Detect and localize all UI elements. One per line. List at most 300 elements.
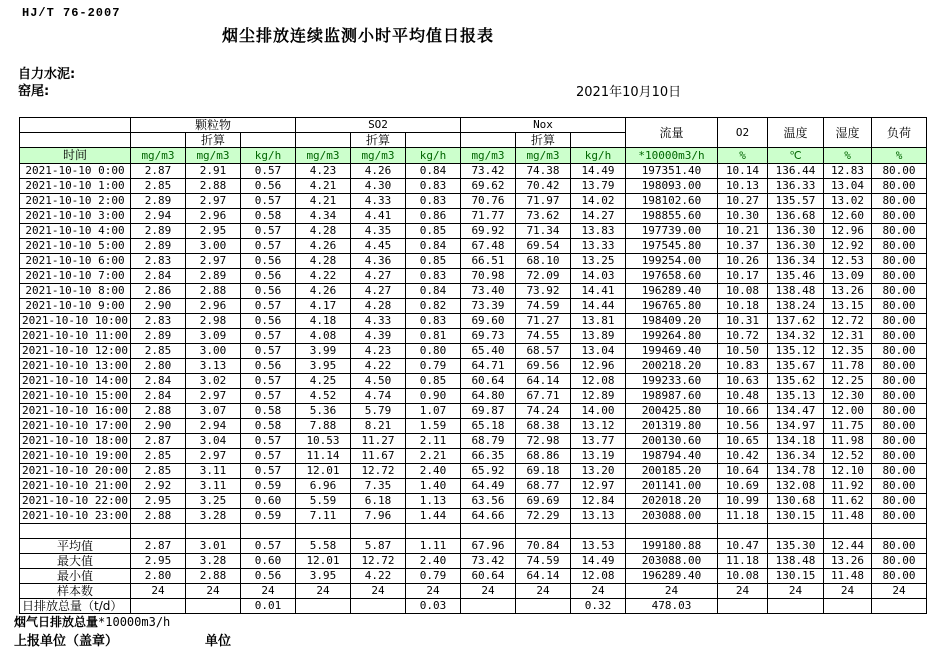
report-table <box>19 117 927 614</box>
value-cell: 10.83 <box>718 359 768 374</box>
value-cell: 11.98 <box>824 434 872 449</box>
value-cell: 200130.60 <box>626 434 718 449</box>
value-cell: 0.80 <box>406 344 461 359</box>
value-cell: 69.69 <box>516 494 571 509</box>
value-cell: 12.92 <box>824 239 872 254</box>
value-cell: 0.57 <box>241 464 296 479</box>
summary-label-cell: 最大值 <box>20 554 131 569</box>
value-cell: 2.95 <box>186 224 241 239</box>
value-cell: 130.15 <box>768 569 824 584</box>
unit-label: 单位 <box>205 634 232 649</box>
value-cell <box>718 599 768 614</box>
value-cell: 13.26 <box>824 284 872 299</box>
value-cell: 136.30 <box>768 224 824 239</box>
value-cell: 2.84 <box>131 374 186 389</box>
value-cell: 3.13 <box>186 359 241 374</box>
value-cell: 13.12 <box>571 419 626 434</box>
value-cell: 73.92 <box>516 284 571 299</box>
value-cell: 73.42 <box>461 164 516 179</box>
value-cell: 2.94 <box>131 209 186 224</box>
value-cell: 64.49 <box>461 479 516 494</box>
value-cell: 11.62 <box>824 494 872 509</box>
value-cell: 0.83 <box>406 314 461 329</box>
value-cell: 6.18 <box>351 494 406 509</box>
value-cell: 0.03 <box>406 599 461 614</box>
value-cell: 10.56 <box>718 419 768 434</box>
value-cell: 198093.00 <box>626 179 718 194</box>
value-cell: 203088.00 <box>626 509 718 524</box>
value-cell: 11.92 <box>824 479 872 494</box>
value-cell: 80.00 <box>872 389 927 404</box>
value-cell: 69.60 <box>461 314 516 329</box>
value-cell: 12.84 <box>571 494 626 509</box>
hourly-data-row <box>20 194 927 209</box>
value-cell: 0.01 <box>241 599 296 614</box>
value-cell: 10.27 <box>718 194 768 209</box>
value-cell: 4.21 <box>296 179 351 194</box>
value-cell: 11.48 <box>824 569 872 584</box>
value-cell: 68.79 <box>461 434 516 449</box>
page-title: 烟尘排放连续监测小时平均值日报表 <box>222 26 495 45</box>
nox-converted-header: 折算 <box>516 133 571 148</box>
hourly-data-row <box>20 209 927 224</box>
time-cell: 2021-10-10 21:00 <box>20 479 131 494</box>
value-cell: 0.56 <box>241 179 296 194</box>
report-date: 2021年10月10日 <box>576 85 682 100</box>
value-cell: 4.25 <box>296 374 351 389</box>
value-cell: 135.57 <box>768 194 824 209</box>
time-cell: 2021-10-10 16:00 <box>20 404 131 419</box>
value-cell: 2.83 <box>131 254 186 269</box>
value-cell: 10.50 <box>718 344 768 359</box>
value-cell: 10.08 <box>718 284 768 299</box>
value-cell: 134.47 <box>768 404 824 419</box>
value-cell: 0.56 <box>241 359 296 374</box>
value-cell: 4.34 <box>296 209 351 224</box>
value-cell: 73.62 <box>516 209 571 224</box>
value-cell: 74.59 <box>516 554 571 569</box>
value-cell: 0.81 <box>406 329 461 344</box>
time-cell: 2021-10-10 22:00 <box>20 494 131 509</box>
value-cell: 0.56 <box>241 269 296 284</box>
value-cell <box>186 599 241 614</box>
value-cell: 2.88 <box>186 284 241 299</box>
value-cell: 4.35 <box>351 224 406 239</box>
value-cell: 197545.80 <box>626 239 718 254</box>
value-cell: 11.14 <box>296 449 351 464</box>
flue-gas-total-note: 烟气日排放总量*10000m3/h <box>14 615 171 629</box>
value-cell: 2.89 <box>131 224 186 239</box>
value-cell: 0.56 <box>241 254 296 269</box>
value-cell <box>351 599 406 614</box>
so2-converted-header: 折算 <box>351 133 406 148</box>
value-cell: 2.84 <box>131 269 186 284</box>
value-cell: 2.89 <box>131 329 186 344</box>
value-cell: 10.26 <box>718 254 768 269</box>
hourly-data-row <box>20 434 927 449</box>
value-cell: 69.87 <box>461 404 516 419</box>
value-cell <box>186 524 241 539</box>
value-cell: 3.11 <box>186 479 241 494</box>
value-cell: 134.78 <box>768 464 824 479</box>
value-cell: 12.60 <box>824 209 872 224</box>
hourly-data-row <box>20 419 927 434</box>
reporting-org-label: 上报单位（盖章） <box>14 634 119 649</box>
value-cell: 10.66 <box>718 404 768 419</box>
value-cell: 130.15 <box>768 509 824 524</box>
value-cell: 196289.40 <box>626 284 718 299</box>
value-cell: 1.44 <box>406 509 461 524</box>
value-cell: 0.85 <box>406 224 461 239</box>
value-cell: 24 <box>516 584 571 599</box>
value-cell: 24 <box>768 584 824 599</box>
unit-cell: % <box>824 148 872 164</box>
value-cell: 80.00 <box>872 554 927 569</box>
hourly-data-row <box>20 224 927 239</box>
value-cell <box>516 599 571 614</box>
value-cell: 2.91 <box>186 164 241 179</box>
value-cell: 14.27 <box>571 209 626 224</box>
value-cell: 0.82 <box>406 299 461 314</box>
unit-cell: % <box>872 148 927 164</box>
value-cell: 3.95 <box>296 359 351 374</box>
value-cell: 10.65 <box>718 434 768 449</box>
hourly-data-row <box>20 314 927 329</box>
value-cell: 10.42 <box>718 449 768 464</box>
blank-header-cell <box>571 133 626 148</box>
value-cell: 73.40 <box>461 284 516 299</box>
load-header: 负荷 <box>872 118 927 148</box>
value-cell: 4.27 <box>351 269 406 284</box>
time-cell: 2021-10-10 14:00 <box>20 374 131 389</box>
value-cell: 10.21 <box>718 224 768 239</box>
value-cell: 4.39 <box>351 329 406 344</box>
value-cell: 69.18 <box>516 464 571 479</box>
value-cell: 197351.40 <box>626 164 718 179</box>
o2-header: O2 <box>718 118 768 148</box>
hourly-data-row <box>20 269 927 284</box>
value-cell: 3.28 <box>186 554 241 569</box>
value-cell: 130.68 <box>768 494 824 509</box>
value-cell: 198794.40 <box>626 449 718 464</box>
value-cell: 67.48 <box>461 239 516 254</box>
value-cell: 2.96 <box>186 209 241 224</box>
unit-cell: kg/h <box>406 148 461 164</box>
value-cell: 80.00 <box>872 479 927 494</box>
unit-cell: mg/m3 <box>131 148 186 164</box>
value-cell: 10.14 <box>718 164 768 179</box>
value-cell: 11.27 <box>351 434 406 449</box>
value-cell: 7.88 <box>296 419 351 434</box>
value-cell: 80.00 <box>872 179 927 194</box>
value-cell: 4.23 <box>296 164 351 179</box>
value-cell: 2.97 <box>186 254 241 269</box>
time-cell: 2021-10-10 5:00 <box>20 239 131 254</box>
blank-header-cell <box>20 118 131 133</box>
hourly-data-row <box>20 284 927 299</box>
value-cell: 12.25 <box>824 374 872 389</box>
sample-count-row <box>20 584 927 599</box>
time-cell: 2021-10-10 13:00 <box>20 359 131 374</box>
value-cell: 0.57 <box>241 434 296 449</box>
value-cell: 0.85 <box>406 374 461 389</box>
value-cell: 12.83 <box>824 164 872 179</box>
value-cell: 10.48 <box>718 389 768 404</box>
value-cell <box>824 599 872 614</box>
value-cell <box>131 524 186 539</box>
value-cell: 135.46 <box>768 269 824 284</box>
value-cell: 74.24 <box>516 404 571 419</box>
value-cell: 64.66 <box>461 509 516 524</box>
value-cell: 64.14 <box>516 374 571 389</box>
value-cell: 24 <box>186 584 241 599</box>
time-cell: 2021-10-10 15:00 <box>20 389 131 404</box>
unit-cell: kg/h <box>241 148 296 164</box>
value-cell <box>872 524 927 539</box>
value-cell: 10.99 <box>718 494 768 509</box>
value-cell: 72.98 <box>516 434 571 449</box>
value-cell: 0.57 <box>241 329 296 344</box>
value-cell: 134.97 <box>768 419 824 434</box>
value-cell: 136.44 <box>768 164 824 179</box>
value-cell: 71.77 <box>461 209 516 224</box>
value-cell: 3.07 <box>186 404 241 419</box>
value-cell: 136.30 <box>768 239 824 254</box>
value-cell: 135.13 <box>768 389 824 404</box>
value-cell: 70.84 <box>516 539 571 554</box>
value-cell: 138.48 <box>768 284 824 299</box>
time-cell: 2021-10-10 18:00 <box>20 434 131 449</box>
value-cell: 0.84 <box>406 164 461 179</box>
value-cell: 2.88 <box>131 509 186 524</box>
value-cell: 2.83 <box>131 314 186 329</box>
value-cell: 197739.00 <box>626 224 718 239</box>
value-cell: 74.55 <box>516 329 571 344</box>
value-cell: 10.30 <box>718 209 768 224</box>
value-cell: 4.22 <box>296 269 351 284</box>
value-cell: 12.08 <box>571 374 626 389</box>
unit-cell: mg/m3 <box>351 148 406 164</box>
value-cell: 80.00 <box>872 254 927 269</box>
value-cell: 80.00 <box>872 434 927 449</box>
value-cell: 12.10 <box>824 464 872 479</box>
value-cell: 0.56 <box>241 284 296 299</box>
humidity-header: 湿度 <box>824 118 872 148</box>
value-cell: 8.21 <box>351 419 406 434</box>
value-cell: 136.34 <box>768 254 824 269</box>
value-cell: 80.00 <box>872 359 927 374</box>
value-cell: 2.89 <box>131 194 186 209</box>
company-name: 自力水泥: <box>18 67 76 82</box>
value-cell: 136.34 <box>768 449 824 464</box>
value-cell: 80.00 <box>872 299 927 314</box>
value-cell <box>296 599 351 614</box>
value-cell: 80.00 <box>872 539 927 554</box>
value-cell: 14.03 <box>571 269 626 284</box>
value-cell: 0.83 <box>406 179 461 194</box>
value-cell: 4.28 <box>296 224 351 239</box>
value-cell: 80.00 <box>872 344 927 359</box>
min-row <box>20 569 927 584</box>
time-cell: 2021-10-10 2:00 <box>20 194 131 209</box>
value-cell: 4.17 <box>296 299 351 314</box>
value-cell: 7.35 <box>351 479 406 494</box>
value-cell: 68.10 <box>516 254 571 269</box>
value-cell: 0.59 <box>241 479 296 494</box>
value-cell: 80.00 <box>872 329 927 344</box>
value-cell: 2.85 <box>131 464 186 479</box>
value-cell: 6.96 <box>296 479 351 494</box>
value-cell: 60.64 <box>461 569 516 584</box>
value-cell: 72.09 <box>516 269 571 284</box>
value-cell: 199233.60 <box>626 374 718 389</box>
value-cell: 14.41 <box>571 284 626 299</box>
value-cell: 0.79 <box>406 569 461 584</box>
value-cell: 71.27 <box>516 314 571 329</box>
value-cell <box>768 599 824 614</box>
value-cell: 13.20 <box>571 464 626 479</box>
value-cell: 4.22 <box>351 359 406 374</box>
value-cell: 4.45 <box>351 239 406 254</box>
value-cell: 0.57 <box>241 449 296 464</box>
standard-code: HJ/T 76-2007 <box>22 6 121 20</box>
value-cell: 2.80 <box>131 359 186 374</box>
value-cell: 2.89 <box>186 269 241 284</box>
value-cell: 10.18 <box>718 299 768 314</box>
time-cell: 2021-10-10 10:00 <box>20 314 131 329</box>
value-cell: 5.87 <box>351 539 406 554</box>
value-cell: 12.08 <box>571 569 626 584</box>
value-cell: 80.00 <box>872 419 927 434</box>
value-cell: 14.44 <box>571 299 626 314</box>
value-cell: 73.39 <box>461 299 516 314</box>
value-cell: 24 <box>406 584 461 599</box>
value-cell: 13.13 <box>571 509 626 524</box>
value-cell: 2.87 <box>131 164 186 179</box>
value-cell: 60.64 <box>461 374 516 389</box>
value-cell: 12.72 <box>824 314 872 329</box>
time-cell: 2021-10-10 3:00 <box>20 209 131 224</box>
value-cell <box>461 599 516 614</box>
value-cell <box>626 524 718 539</box>
value-cell: 2.85 <box>131 344 186 359</box>
hourly-data-row <box>20 494 927 509</box>
value-cell <box>131 599 186 614</box>
value-cell: 0.90 <box>406 389 461 404</box>
value-cell: 196765.80 <box>626 299 718 314</box>
max-row <box>20 554 927 569</box>
value-cell <box>516 524 571 539</box>
value-cell: 0.56 <box>241 569 296 584</box>
value-cell: 2.86 <box>131 284 186 299</box>
value-cell: 4.28 <box>351 299 406 314</box>
value-cell: 12.89 <box>571 389 626 404</box>
value-cell: 2.98 <box>186 314 241 329</box>
value-cell: 13.04 <box>571 344 626 359</box>
value-cell: 24 <box>872 584 927 599</box>
value-cell: 71.34 <box>516 224 571 239</box>
value-cell: 80.00 <box>872 284 927 299</box>
value-cell: 138.24 <box>768 299 824 314</box>
value-cell: 80.00 <box>872 569 927 584</box>
value-cell: 80.00 <box>872 449 927 464</box>
value-cell: 199264.80 <box>626 329 718 344</box>
value-cell: 200425.80 <box>626 404 718 419</box>
blank-header-cell <box>20 133 131 148</box>
value-cell: 10.08 <box>718 569 768 584</box>
value-cell: 14.00 <box>571 404 626 419</box>
value-cell: 136.33 <box>768 179 824 194</box>
value-cell: 13.81 <box>571 314 626 329</box>
hourly-data-row <box>20 164 927 179</box>
value-cell: 12.01 <box>296 464 351 479</box>
pm-converted-header: 折算 <box>186 133 241 148</box>
value-cell: 10.53 <box>296 434 351 449</box>
hourly-data-row <box>20 404 927 419</box>
unit-cell: *10000m3/h <box>626 148 718 164</box>
value-cell: 0.57 <box>241 239 296 254</box>
value-cell: 10.13 <box>718 179 768 194</box>
table-body <box>20 164 927 614</box>
value-cell: 24 <box>131 584 186 599</box>
value-cell: 0.85 <box>406 254 461 269</box>
value-cell: 66.51 <box>461 254 516 269</box>
value-cell: 2.97 <box>186 449 241 464</box>
value-cell: 12.72 <box>351 464 406 479</box>
value-cell: 13.89 <box>571 329 626 344</box>
value-cell: 199469.40 <box>626 344 718 359</box>
value-cell: 200218.20 <box>626 359 718 374</box>
value-cell: 67.71 <box>516 389 571 404</box>
unit-cell: ℃ <box>768 148 824 164</box>
value-cell: 199254.00 <box>626 254 718 269</box>
value-cell: 0.60 <box>241 554 296 569</box>
value-cell: 135.30 <box>768 539 824 554</box>
value-cell: 2.80 <box>131 569 186 584</box>
value-cell: 11.18 <box>718 509 768 524</box>
value-cell: 2.97 <box>186 194 241 209</box>
value-cell: 3.95 <box>296 569 351 584</box>
blank-header-cell <box>241 133 296 148</box>
value-cell: 80.00 <box>872 164 927 179</box>
value-cell: 0.56 <box>241 314 296 329</box>
value-cell: 10.72 <box>718 329 768 344</box>
value-cell: 2.87 <box>131 434 186 449</box>
value-cell: 2.92 <box>131 479 186 494</box>
value-cell: 4.50 <box>351 374 406 389</box>
value-cell: 0.86 <box>406 209 461 224</box>
value-cell: 12.35 <box>824 344 872 359</box>
value-cell: 69.92 <box>461 224 516 239</box>
value-cell: 63.56 <box>461 494 516 509</box>
time-cell: 2021-10-10 6:00 <box>20 254 131 269</box>
value-cell: 0.57 <box>241 374 296 389</box>
value-cell: 2.89 <box>131 239 186 254</box>
value-cell: 3.25 <box>186 494 241 509</box>
value-cell: 12.72 <box>351 554 406 569</box>
value-cell: 203088.00 <box>626 554 718 569</box>
value-cell: 13.15 <box>824 299 872 314</box>
value-cell: 135.12 <box>768 344 824 359</box>
value-cell <box>351 524 406 539</box>
value-cell: 199180.88 <box>626 539 718 554</box>
units-header-row <box>20 148 927 164</box>
value-cell: 14.02 <box>571 194 626 209</box>
value-cell: 0.79 <box>406 359 461 374</box>
unit-cell: kg/h <box>571 148 626 164</box>
value-cell: 80.00 <box>872 239 927 254</box>
value-cell: 2.11 <box>406 434 461 449</box>
